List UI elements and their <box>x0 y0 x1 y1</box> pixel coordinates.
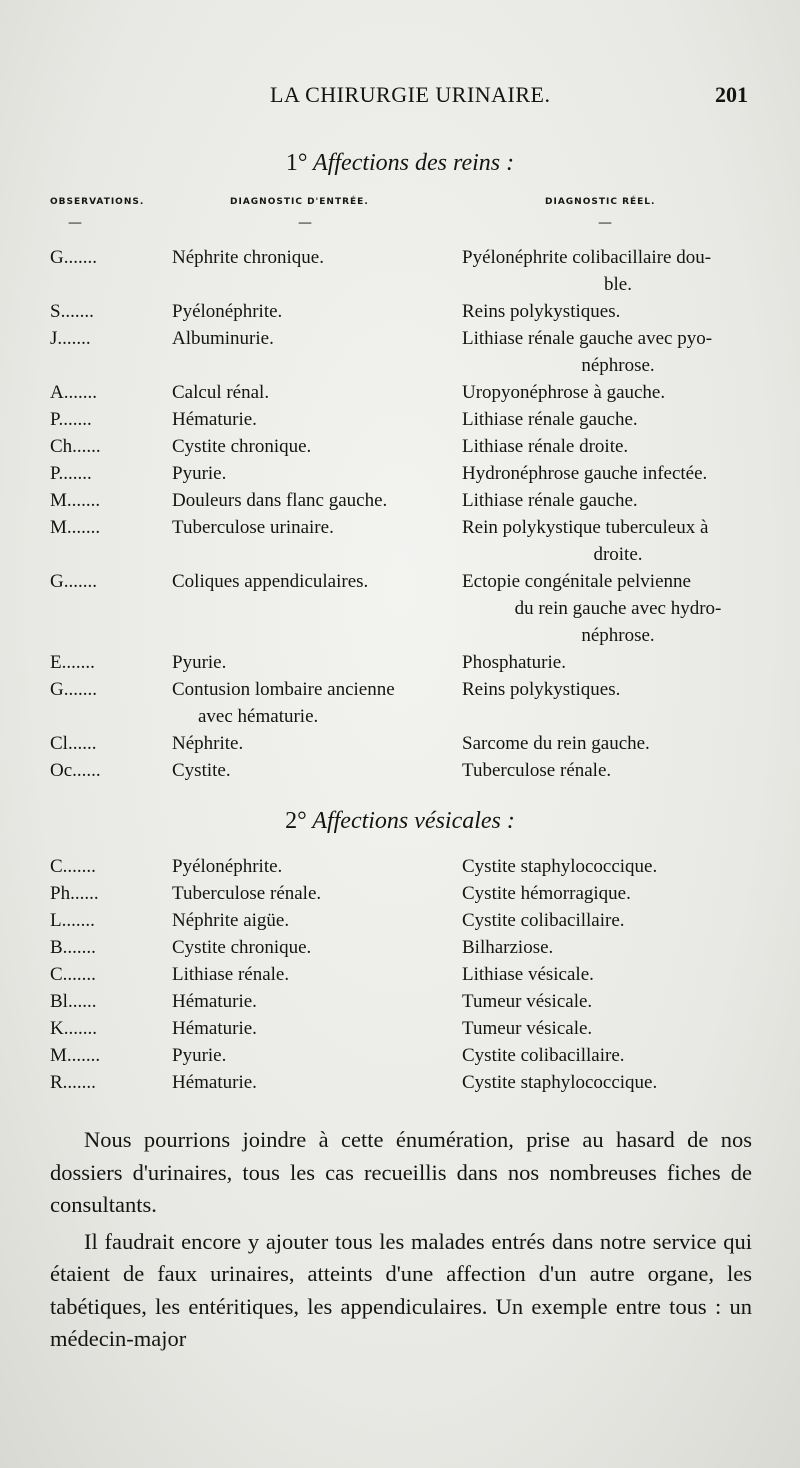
diagnostic-entree <box>170 460 462 487</box>
observation-initial: K....... <box>50 1018 97 1039</box>
diagnostic-reel <box>462 298 754 325</box>
diagnostic-entree-line: avec hématurie. <box>198 706 319 727</box>
diagnostic-entree-line: Tuberculose rénale. <box>172 883 322 904</box>
diagnostic-reel <box>462 406 754 433</box>
section-title: Affections des reins : <box>313 150 515 176</box>
observation-initial: C....... <box>50 964 96 985</box>
observation-initial: S....... <box>50 301 94 322</box>
diagnostic-reel-line: Lithiase rénale gauche. <box>462 409 638 430</box>
diagnostic-entree-line: Pyurie. <box>172 463 227 484</box>
body-text <box>50 1124 752 1356</box>
diagnostic-entree <box>170 988 462 1015</box>
diagnostic-entree <box>170 487 462 514</box>
observation-initial: B....... <box>50 937 96 958</box>
diagnostic-entree <box>170 676 462 730</box>
observation-initial: Ch...... <box>50 436 101 457</box>
diagnostic-entree <box>170 1069 462 1096</box>
diagnostic-reel-line: droite. <box>593 544 643 565</box>
table-row <box>0 406 800 433</box>
paragraph: Il faudrait encore y ajouter tous les malades entrés dans notre service qui étaient de faux urinaires, atteints d'une affection d'un autre organe, les tabétiques, les entéritiques, les appendiculaires. Un exemple entre tous : un médecin-major <box>50 1228 752 1351</box>
diagnostic-reel-line: Reins polykystiques. <box>462 679 621 700</box>
diagnostic-entree-line: Cystite chronique. <box>172 937 312 958</box>
table-affections-reins <box>0 244 800 784</box>
diagnostic-reel <box>462 934 754 961</box>
table-row <box>0 757 800 784</box>
diagnostic-entree <box>170 244 462 298</box>
table-row <box>0 1042 800 1069</box>
observation-initial: G....... <box>50 247 97 268</box>
table-row <box>0 487 800 514</box>
diagnostic-entree-line: Pyélonéphrite. <box>172 301 283 322</box>
diagnostic-entree <box>170 934 462 961</box>
diagnostic-reel-line: Tuberculose rénale. <box>462 760 612 781</box>
diagnostic-reel-line: Lithiase rénale gauche avec pyo- <box>462 328 713 349</box>
diagnostic-reel <box>462 730 754 757</box>
diagnostic-reel <box>462 244 754 298</box>
section-number: 1° <box>285 150 308 176</box>
diagnostic-entree-line: Tuberculose urinaire. <box>172 517 334 538</box>
column-header-entree: DIAGNOSTIC D'ENTRÉE. <box>230 197 369 207</box>
diagnostic-reel-line: Tumeur vésicale. <box>462 1018 593 1039</box>
diagnostic-reel-line: Cystite staphylococcique. <box>462 856 658 877</box>
table-row <box>0 379 800 406</box>
observation-initial: Cl...... <box>50 733 97 754</box>
diagnostic-reel <box>462 1015 754 1042</box>
diagnostic-reel-line: Lithiase vésicale. <box>462 964 594 985</box>
table-row <box>0 934 800 961</box>
running-title: LA CHIRURGIE URINAIRE. <box>270 82 551 107</box>
diagnostic-reel <box>462 514 754 568</box>
diagnostic-reel-line: Rein polykystique tuberculeux à <box>462 517 709 538</box>
observation-initial: G....... <box>50 571 97 592</box>
diagnostic-reel-line: Cystite colibacillaire. <box>462 1045 625 1066</box>
diagnostic-reel <box>462 487 754 514</box>
diagnostic-entree-line: Pyurie. <box>172 652 227 673</box>
diagnostic-entree <box>170 406 462 433</box>
diagnostic-reel-line: Cystite colibacillaire. <box>462 910 625 931</box>
table-row <box>0 1015 800 1042</box>
diagnostic-reel-line: Hydronéphrose gauche infectée. <box>462 463 708 484</box>
diagnostic-entree-line: Albuminurie. <box>172 328 274 349</box>
observation-initial: L....... <box>50 910 95 931</box>
diagnostic-entree-line: Lithiase rénale. <box>172 964 290 985</box>
section-title: Affections vésicales : <box>312 808 515 834</box>
table-row <box>0 961 800 988</box>
diagnostic-entree <box>170 379 462 406</box>
table-row <box>0 676 800 730</box>
diagnostic-reel-line: néphrose. <box>581 625 655 646</box>
table-row <box>0 880 800 907</box>
paragraph: Nous pourrions joindre à cette énumération, prise au hasard de nos dossiers d'urinaires, tous les cas recueillis dans nos nombreuses fiches de consultants. <box>50 1127 752 1217</box>
diagnostic-reel-line: Pyélonéphrite colibacillaire dou- <box>462 247 712 268</box>
diagnostic-reel <box>462 880 754 907</box>
diagnostic-reel-line: Sarcome du rein gauche. <box>462 733 650 754</box>
diagnostic-entree-line: Hématurie. <box>172 1018 257 1039</box>
diagnostic-reel <box>462 757 754 784</box>
diagnostic-entree <box>170 907 462 934</box>
diagnostic-reel <box>462 961 754 988</box>
observation-initial: P....... <box>50 409 92 430</box>
observation-initial: C....... <box>50 856 96 877</box>
diagnostic-reel <box>462 988 754 1015</box>
diagnostic-entree-line: Néphrite chronique. <box>172 247 324 268</box>
diagnostic-reel-line: Lithiase rénale droite. <box>462 436 629 457</box>
observation-initial: G....... <box>50 679 97 700</box>
diagnostic-entree <box>170 325 462 379</box>
diagnostic-entree-line: Pyélonéphrite. <box>172 856 283 877</box>
table-row <box>0 568 800 649</box>
observation-initial: M....... <box>50 490 101 511</box>
column-dash: — <box>598 215 612 231</box>
diagnostic-reel-line: Ectopie congénitale pelvienne <box>462 571 691 592</box>
diagnostic-entree-line: Calcul rénal. <box>172 382 270 403</box>
diagnostic-reel <box>462 460 754 487</box>
diagnostic-reel <box>462 853 754 880</box>
diagnostic-entree <box>170 730 462 757</box>
diagnostic-reel <box>462 379 754 406</box>
diagnostic-entree-line: Contusion lombaire ancienne <box>172 679 395 700</box>
diagnostic-reel <box>462 433 754 460</box>
diagnostic-entree <box>170 514 462 568</box>
diagnostic-entree <box>170 853 462 880</box>
table-row <box>0 730 800 757</box>
observation-initial: M....... <box>50 1045 101 1066</box>
table-row <box>0 244 800 298</box>
section-heading-vesicales <box>0 808 800 835</box>
diagnostic-reel-line: Uropyonéphrose à gauche. <box>462 382 666 403</box>
diagnostic-entree-line: Hématurie. <box>172 409 257 430</box>
diagnostic-entree-line: Pyurie. <box>172 1045 227 1066</box>
diagnostic-reel-line: Lithiase rénale gauche. <box>462 490 638 511</box>
column-headers <box>0 197 800 233</box>
diagnostic-entree-line: Cystite chronique. <box>172 436 312 457</box>
observation-initial: M....... <box>50 517 101 538</box>
page-number: 201 <box>715 82 748 107</box>
column-header-observations: OBSERVATIONS. <box>50 197 145 207</box>
table-affections-vesicales <box>0 853 800 1096</box>
diagnostic-reel <box>462 907 754 934</box>
diagnostic-reel-line: Bilharziose. <box>462 937 554 958</box>
diagnostic-reel <box>462 1069 754 1096</box>
column-dash: — <box>298 215 312 231</box>
column-header-reel: DIAGNOSTIC RÉEL. <box>545 197 656 207</box>
column-dash: — <box>68 215 82 231</box>
diagnostic-reel <box>462 649 754 676</box>
diagnostic-reel-line: néphrose. <box>581 355 655 376</box>
table-row <box>0 298 800 325</box>
diagnostic-reel <box>462 568 754 649</box>
diagnostic-reel-line: Phosphaturie. <box>462 652 566 673</box>
diagnostic-entree <box>170 649 462 676</box>
diagnostic-entree <box>170 433 462 460</box>
diagnostic-reel <box>462 676 754 730</box>
diagnostic-reel-line: Tumeur vésicale. <box>462 991 593 1012</box>
observation-initial: Ph...... <box>50 883 99 904</box>
diagnostic-reel-line: Reins polykystiques. <box>462 301 621 322</box>
diagnostic-reel-line: ble. <box>604 274 632 295</box>
diagnostic-reel <box>462 325 754 379</box>
table-row <box>0 433 800 460</box>
diagnostic-reel-line: Cystite staphylococcique. <box>462 1072 658 1093</box>
table-row <box>0 907 800 934</box>
running-header <box>0 82 800 112</box>
observation-initial: Bl...... <box>50 991 97 1012</box>
observation-initial: E....... <box>50 652 95 673</box>
section-heading-reins <box>0 150 800 177</box>
table-row <box>0 514 800 568</box>
section-number: 2° <box>285 808 307 834</box>
diagnostic-reel <box>462 1042 754 1069</box>
diagnostic-entree-line: Cystite. <box>172 760 231 781</box>
diagnostic-entree <box>170 298 462 325</box>
diagnostic-entree <box>170 568 462 649</box>
table-row <box>0 325 800 379</box>
table-row <box>0 649 800 676</box>
observation-initial: P....... <box>50 463 92 484</box>
table-row <box>0 1069 800 1096</box>
observation-initial: Oc...... <box>50 760 101 781</box>
observation-initial: J....... <box>50 328 91 349</box>
diagnostic-entree-line: Hématurie. <box>172 1072 257 1093</box>
diagnostic-entree <box>170 1042 462 1069</box>
diagnostic-entree <box>170 757 462 784</box>
observation-initial: R....... <box>50 1072 96 1093</box>
diagnostic-entree-line: Néphrite aigüe. <box>172 910 290 931</box>
diagnostic-entree-line: Douleurs dans flanc gauche. <box>172 490 388 511</box>
diagnostic-entree <box>170 1015 462 1042</box>
table-row <box>0 460 800 487</box>
diagnostic-entree <box>170 880 462 907</box>
diagnostic-reel-line: Cystite hémorragique. <box>462 883 631 904</box>
diagnostic-reel-line: du rein gauche avec hydro- <box>514 598 722 619</box>
diagnostic-entree-line: Coliques appendiculaires. <box>172 571 369 592</box>
observation-initial: A....... <box>50 382 97 403</box>
diagnostic-entree-line: Hématurie. <box>172 991 257 1012</box>
table-row <box>0 853 800 880</box>
diagnostic-entree <box>170 961 462 988</box>
table-row <box>0 988 800 1015</box>
diagnostic-entree-line: Néphrite. <box>172 733 244 754</box>
